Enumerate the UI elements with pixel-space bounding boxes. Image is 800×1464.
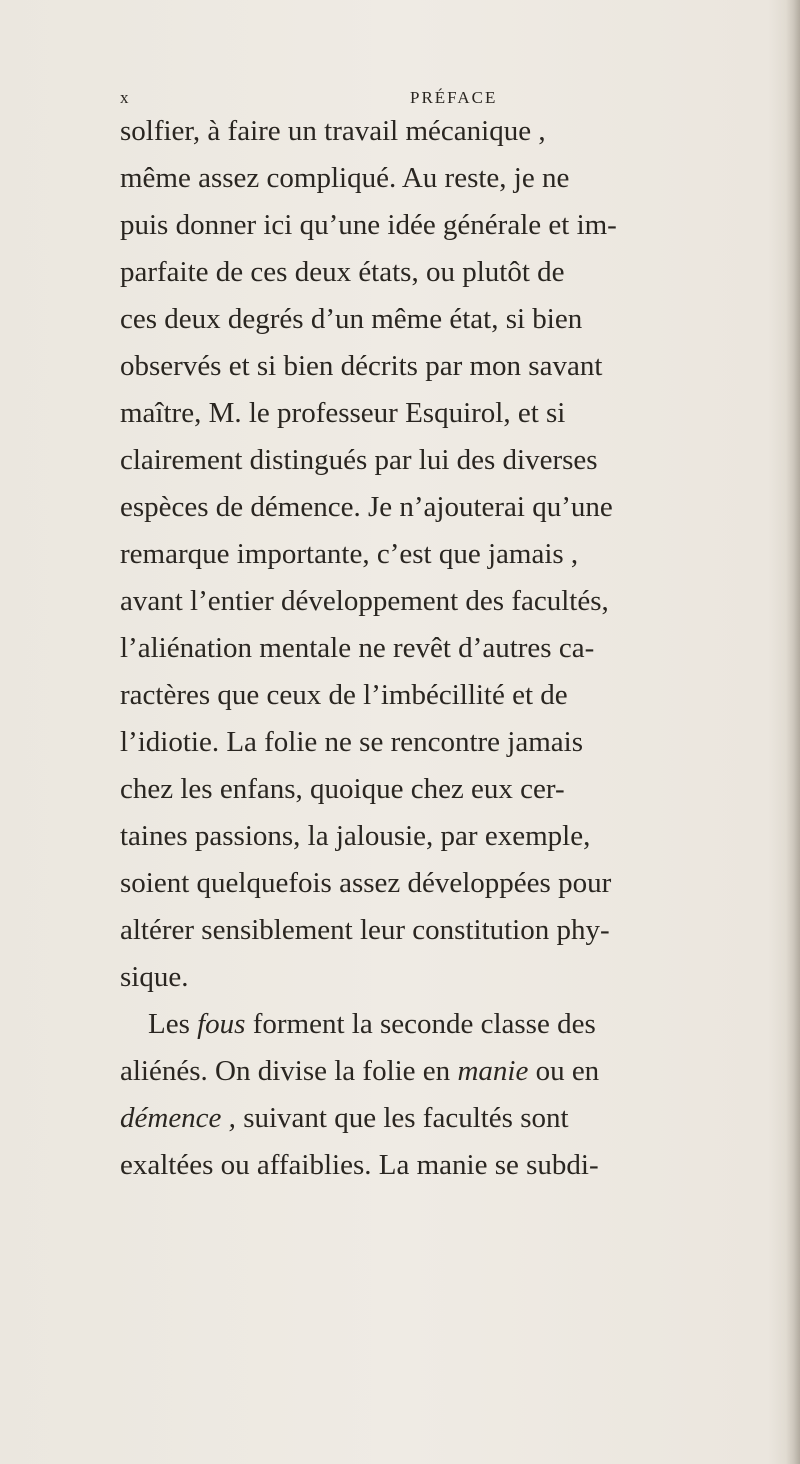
body-text bbox=[120, 108, 780, 1189]
page-number: x bbox=[120, 88, 130, 107]
text-line bbox=[120, 1048, 780, 1095]
text-line: maître, M. le professeur Esquirol, et si bbox=[120, 397, 566, 429]
text-line: clairement distingués par lui des diverses bbox=[120, 444, 598, 476]
text-line: l’idiotie. La folie ne se rencontre jamais bbox=[120, 726, 584, 758]
paragraph-start-line bbox=[120, 1001, 780, 1048]
italic-term: manie bbox=[457, 1055, 529, 1087]
text-line: observés et si bien décrits par mon savant bbox=[120, 350, 603, 382]
text-line: chez les enfans, quoique chez eux cer- bbox=[120, 773, 565, 805]
text-line: puis donner ici qu’une idée générale et im- bbox=[120, 209, 617, 241]
text-line bbox=[120, 1095, 780, 1142]
text-line: ractères que ceux de l’imbécillité et de bbox=[120, 679, 568, 711]
text-line: avant l’entier développement des facultés, bbox=[120, 585, 609, 617]
text-line: altérer sensiblement leur constitution phy- bbox=[120, 914, 610, 946]
text-line: exaltées ou affaiblies. La manie se subdi- bbox=[120, 1149, 599, 1181]
running-head-title: PRÉFACE bbox=[410, 88, 498, 107]
italic-term: démence , bbox=[120, 1102, 236, 1134]
text-run: Les bbox=[148, 1008, 198, 1040]
italic-term: fous bbox=[197, 1008, 246, 1040]
text-run: forment la seconde classe des bbox=[245, 1008, 596, 1040]
text-line: remarque importante, c’est que jamais , bbox=[120, 538, 579, 570]
text-line: sique. bbox=[120, 961, 189, 993]
text-line: solfier, à faire un travail mécanique , bbox=[120, 115, 546, 147]
text-line: soient quelquefois assez développées pour bbox=[120, 867, 612, 899]
text-run: aliénés. On divise la folie en bbox=[120, 1055, 458, 1087]
text-run: suivant que les facultés sont bbox=[235, 1102, 569, 1134]
text-line: ces deux degrés d’un même état, si bien bbox=[120, 303, 583, 335]
text-line: espèces de démence. Je n’ajouterai qu’une bbox=[120, 491, 613, 523]
text-line: l’aliénation mentale ne revêt d’autres ca- bbox=[120, 632, 595, 664]
text-line: même assez compliqué. Au reste, je ne bbox=[120, 162, 570, 194]
text-line: parfaite de ces deux états, ou plutôt de bbox=[120, 256, 565, 288]
text-run: ou en bbox=[528, 1055, 600, 1087]
text-line: taines passions, la jalousie, par exemple, bbox=[120, 820, 591, 852]
page-edge-shadow bbox=[786, 0, 800, 1464]
